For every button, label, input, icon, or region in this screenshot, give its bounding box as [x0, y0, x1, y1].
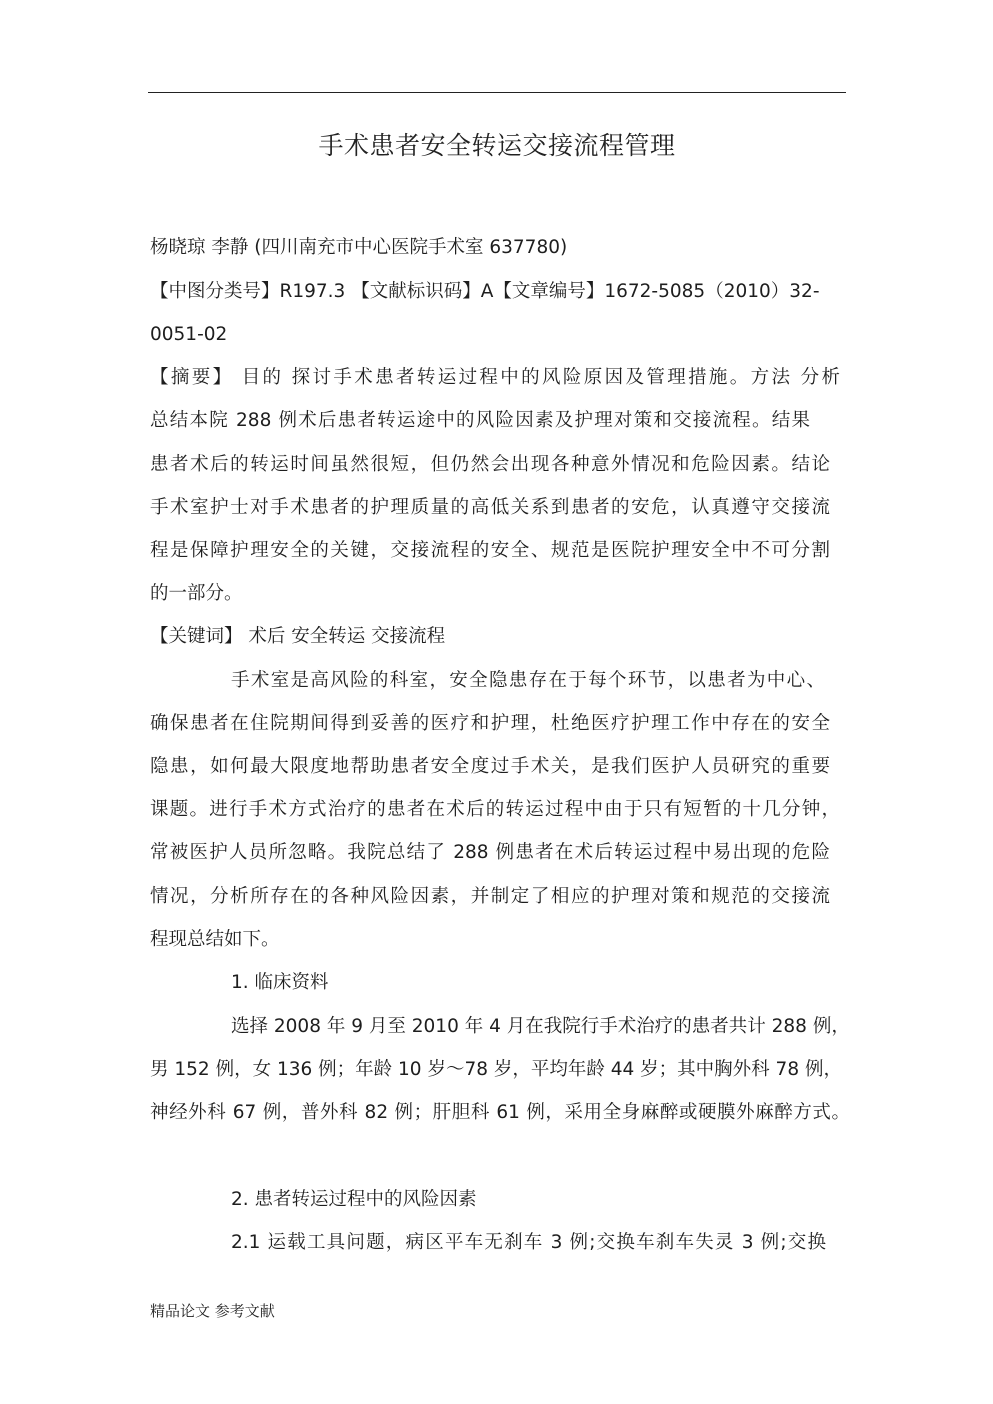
section1-line: 男 152 例，女 136 例；年龄 10 岁～78 岁，平均年龄 44 岁；其中胸外科 78 例， — [150, 1059, 842, 1080]
intro-line: 手术室是高风险的科室，安全隐患存在于每个环节，以患者为中心、 — [231, 670, 825, 691]
abstract-line: 患者术后的转运时间虽然很短，但仍然会出现各种意外情况和危险因素。结论 — [150, 454, 830, 475]
intro-line: 课题。进行手术方式治疗的患者在术后的转运过程中由于只有短暂的十几分钟， — [150, 799, 840, 820]
abstract-line: 【摘要】 目的 探讨手术患者转运过程中的风险原因及管理措施。方法 分析 — [150, 367, 840, 388]
header-rule — [148, 92, 846, 93]
section1-line: 神经外科 67 例，普外科 82 例；肝胆科 61 例，采用全身麻醉或硬膜外麻醉方式。 — [150, 1102, 850, 1123]
abstract-line: 总结本院 288 例术后患者转运途中的风险因素及护理对策和交接流程。结果 — [150, 410, 810, 431]
section1-line: 选择 2008 年 9 月至 2010 年 4 月在我院行手术治疗的患者共计 288 例， — [231, 1016, 850, 1037]
intro-line: 程现总结如下。 — [150, 929, 280, 950]
intro-line: 常被医护人员所忽略。我院总结了 288 例患者在术后转运过程中易出现的危险 — [150, 842, 830, 863]
author-line: 杨晓琼 李静 (四川南充市中心医院手术室 637780) — [150, 237, 568, 258]
intro-line: 确保患者在住院期间得到妥善的医疗和护理，杜绝医疗护理工作中存在的安全 — [150, 713, 830, 734]
section-heading-1: 1. 临床资料 — [231, 972, 329, 993]
footer-label: 精品论文 参考文献 — [150, 1302, 275, 1320]
keywords-line: 【关键词】 术后 安全转运 交接流程 — [150, 626, 446, 647]
classification-line-2: 0051-02 — [150, 324, 228, 345]
intro-line: 情况，分析所存在的各种风险因素，并制定了相应的护理对策和规范的交接流 — [150, 886, 830, 907]
classification-line-1: 【中图分类号】R197.3 【文献标识码】A【文章编号】1672-5085（2010）32- — [150, 281, 820, 302]
abstract-line: 手术室护士对手术患者的护理质量的高低关系到患者的安危，认真遵守交接流 — [150, 497, 830, 518]
paper-title: 手术患者安全转运交接流程管理 — [318, 131, 676, 160]
abstract-line: 程是保障护理安全的关键，交接流程的安全、规范是医院护理安全中不可分割 — [150, 540, 830, 561]
abstract-line: 的一部分。 — [150, 583, 243, 604]
intro-line: 隐患，如何最大限度地帮助患者安全度过手术关，是我们医护人员研究的重要 — [150, 756, 830, 777]
section2-sub1: 2.1 运载工具问题，病区平车无刹车 3 例;交换车刹车失灵 3 例;交换 — [231, 1232, 826, 1253]
section-heading-2: 2. 患者转运过程中的风险因素 — [231, 1189, 477, 1210]
